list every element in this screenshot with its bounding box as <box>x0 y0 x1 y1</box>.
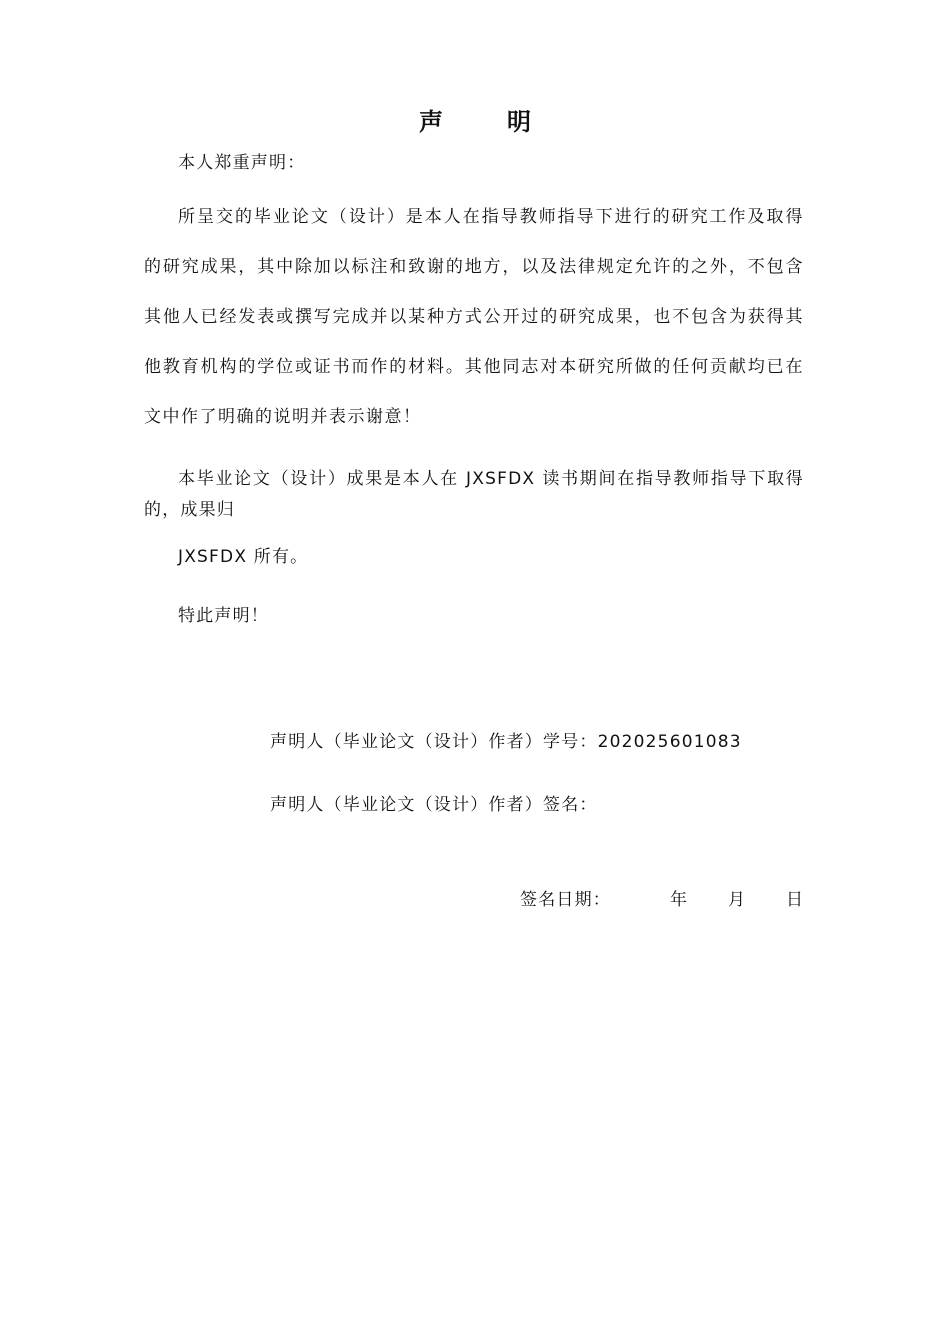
day-label: 日 <box>786 890 805 910</box>
title-char-2: 明 <box>507 108 531 136</box>
date-label: 签名日期： <box>520 890 611 910</box>
declaration-paragraph-1: 所呈交的毕业论文（设计）是本人在指导教师指导下进行的研究工作及取得的研究成果，其中除加以标注和致谢的地方，以及法律规定允许的之外，不包含其他人已经发表或撰写完成并以某种方式公开过的研究成果，也不包含为获得其他教育机构的学位或证书而作的材料。其他同志对本研究所做的任何贡献均已在文中作了明确的说明并表示谢意！ <box>144 207 804 427</box>
signature-line: 声明人（毕业论文（设计）作者）签名： <box>270 795 598 815</box>
declaration-paragraph-2: 本毕业论文（设计）成果是本人在 JXSFDX 读书期间在指导教师指导下取得的，成果归 <box>144 469 804 520</box>
year-label: 年 <box>670 890 689 910</box>
month-label: 月 <box>728 890 747 910</box>
title-char-1: 声 <box>419 108 443 136</box>
opening-statement: 本人郑重声明： <box>178 153 306 173</box>
page-title <box>0 102 950 137</box>
declaration-paragraph-2-continuation: JXSFDX 所有。 <box>178 547 309 567</box>
student-id-line: 声明人（毕业论文（设计）作者）学号：202025601083 <box>270 732 742 752</box>
signature-date-row <box>520 885 804 910</box>
closing-statement: 特此声明！ <box>178 606 269 626</box>
